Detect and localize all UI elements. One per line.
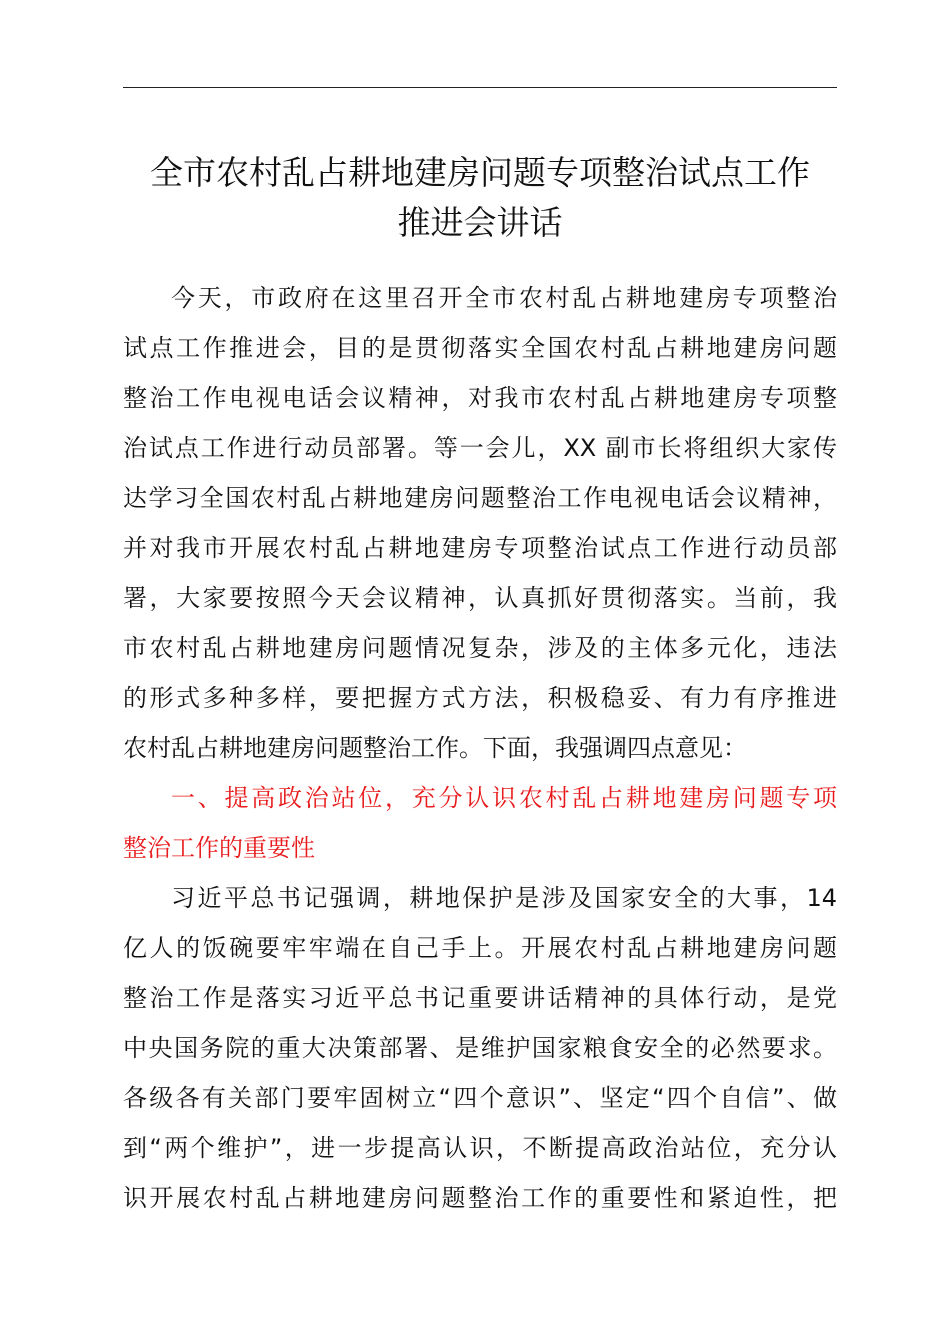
paragraph-line: 并对我市开展农村乱占耕地建房专项整治试点工作进行动员部	[123, 534, 837, 562]
paragraph-line: 习近平总书记强调，耕地保护是涉及国家安全的大事，14	[171, 884, 837, 912]
paragraph-line: 识开展农村乱占耕地建房问题整治工作的重要性和紧迫性，把	[123, 1184, 837, 1212]
paragraph-line: 今天，市政府在这里召开全市农村乱占耕地建房专项整治	[171, 284, 837, 312]
paragraph-line: 整治工作电视电话会议精神，对我市农村乱占耕地建房专项整	[123, 384, 837, 412]
paragraph-line: 亿人的饭碗要牢牢端在自己手上。开展农村乱占耕地建房问题	[123, 934, 837, 962]
paragraph-line: 市农村乱占耕地建房问题情况复杂，涉及的主体多元化，违法	[123, 634, 837, 662]
header-rule	[123, 87, 837, 88]
title-line: 推进会讲话	[397, 203, 563, 242]
paragraph-line: 署，大家要按照今天会议精神，认真抓好贯彻落实。当前，我	[123, 584, 837, 612]
paragraph-line: 整治工作是落实习近平总书记重要讲话精神的具体行动，是党	[123, 984, 837, 1012]
paragraph-line: 的形式多种多样，要把握方式方法，积极稳妥、有力有序推进	[123, 684, 837, 712]
title-line: 全市农村乱占耕地建房问题专项整治试点工作	[150, 153, 810, 192]
paragraph-line: 农村乱占耕地建房问题整治工作。下面，我强调四点意见：	[123, 734, 747, 762]
document-body	[123, 273, 837, 1223]
section-heading-line: 一、提高政治站位，充分认识农村乱占耕地建房问题专项	[171, 784, 837, 812]
document-title	[100, 148, 860, 248]
paragraph-line: 治试点工作进行动员部署。等一会儿，XX 副市长将组织大家传	[123, 434, 837, 462]
paragraph-line: 试点工作推进会，目的是贯彻落实全国农村乱占耕地建房问题	[123, 334, 837, 362]
paragraph-line: 到“两个维护”，进一步提高认识，不断提高政治站位，充分认	[123, 1134, 837, 1162]
paragraph-line: 中央国务院的重大决策部署、是维护国家粮食安全的必然要求。	[123, 1034, 837, 1062]
paragraph-line: 各级各有关部门要牢固树立“四个意识”、坚定“四个自信”、做	[123, 1084, 837, 1112]
paragraph-line: 达学习全国农村乱占耕地建房问题整治工作电视电话会议精神，	[123, 484, 837, 512]
section-heading-line: 整治工作的重要性	[123, 834, 315, 862]
